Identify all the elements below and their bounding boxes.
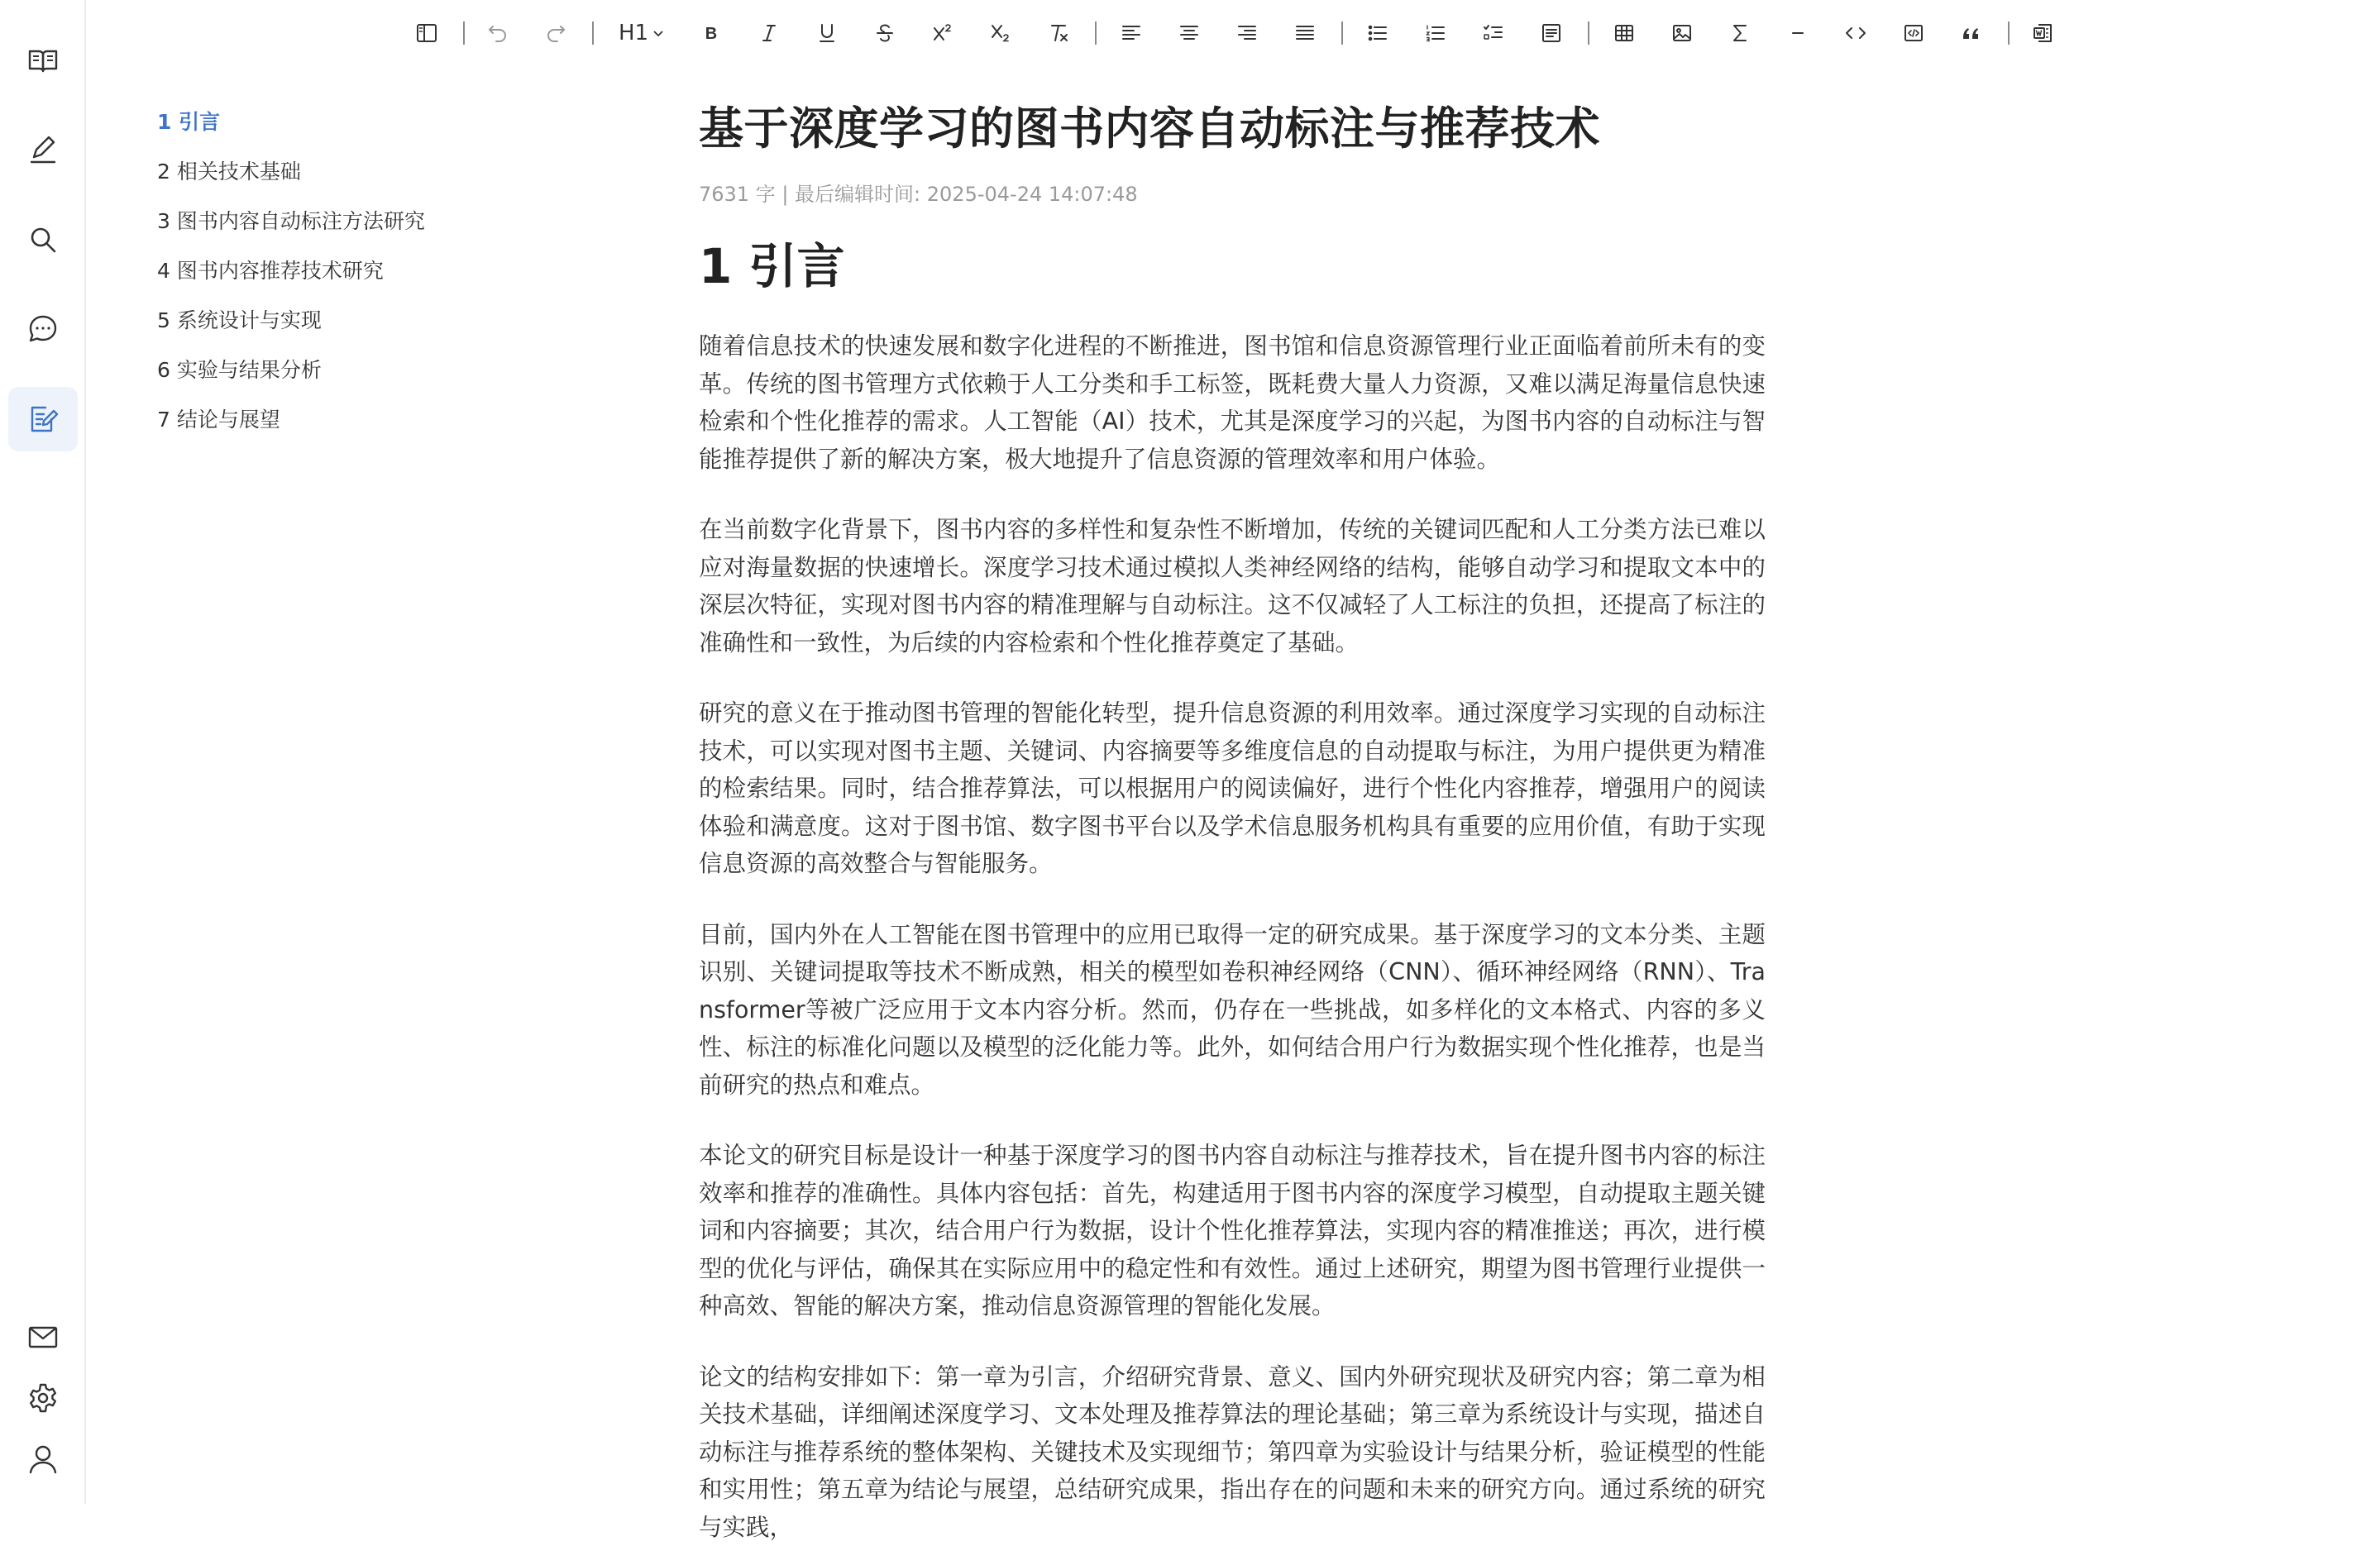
- block-icon: [1540, 21, 1563, 45]
- superscript-button[interactable]: [925, 15, 961, 51]
- mail-icon: [26, 1320, 60, 1353]
- quote-button[interactable]: [1953, 15, 1990, 51]
- strikethrough-icon: [873, 21, 896, 45]
- inline-code-icon: [1844, 21, 1867, 45]
- undo-icon: [486, 21, 509, 45]
- rail-account-button[interactable]: [8, 1427, 78, 1491]
- numbered-list-icon: [1424, 21, 1447, 45]
- align-center-icon: [1178, 21, 1201, 45]
- document-outline: [157, 98, 504, 445]
- chevron-down-icon: [652, 26, 665, 40]
- underline-icon: [815, 21, 839, 45]
- align-right-icon: [1235, 21, 1259, 45]
- bold-icon: [700, 21, 723, 45]
- align-justify-icon: [1293, 21, 1317, 45]
- outline-item-4[interactable]: 4 图书内容推荐技术研究: [157, 246, 504, 296]
- toolbar-separator: [592, 21, 594, 45]
- rail-chat-button[interactable]: [8, 297, 78, 361]
- export-word-icon: [2031, 21, 2054, 45]
- clear-format-button[interactable]: [1040, 15, 1077, 51]
- search-icon: [26, 223, 60, 256]
- rail-mail-button[interactable]: [8, 1305, 78, 1369]
- align-left-button[interactable]: [1113, 15, 1149, 51]
- align-center-button[interactable]: [1171, 15, 1207, 51]
- document-edit-icon: [26, 403, 60, 436]
- block-button[interactable]: [1533, 15, 1570, 51]
- section-heading[interactable]: 1 引言: [699, 233, 1766, 299]
- rail-search-button[interactable]: [8, 208, 78, 272]
- code-block-button[interactable]: [1895, 15, 1932, 51]
- toolbar-separator: [1095, 21, 1097, 45]
- subscript-icon: [989, 21, 1012, 45]
- bullet-list-button[interactable]: [1360, 15, 1396, 51]
- align-left-icon: [1120, 21, 1143, 45]
- pen-icon: [26, 133, 60, 166]
- outline-item-5[interactable]: 5 系统设计与实现: [157, 296, 504, 346]
- rail-settings-button[interactable]: [8, 1366, 78, 1430]
- left-icon-rail: [0, 0, 86, 1504]
- paragraph[interactable]: 论文的结构安排如下：第一章为引言，介绍研究背景、意义、国内外研究现状及研究内容；第二章为相关技术基础，详细阐述深度学习、文本处理及推荐算法的理论基础；第三章为系统设计与实现，描述自动标注与推荐系统的整体架构、关键技术及实现细节；第四章为实验设计与结果分析，验证模型的性能和实用性；第五章为结论与展望，总结研究成果，指出存在的问题和未来的研究方向。通过系统的研究与实践，: [699, 1358, 1766, 1546]
- insert-formula-button[interactable]: [1722, 15, 1758, 51]
- outline-item-7[interactable]: 7 结论与展望: [157, 395, 504, 445]
- outline-item-3[interactable]: 3 图书内容自动标注方法研究: [157, 197, 504, 246]
- bold-button[interactable]: [693, 15, 729, 51]
- chat-icon: [26, 313, 60, 346]
- align-justify-button[interactable]: [1287, 15, 1323, 51]
- quote-icon: [1960, 21, 1983, 45]
- paragraph[interactable]: 在当前数字化背景下，图书内容的多样性和复杂性不断增加，传统的关键词匹配和人工分类方法已难以应对海量数据的快速增长。深度学习技术通过模拟人类神经网络的结构，能够自动学习和提取文本中的深层次特征，实现对图书内容的精准理解与自动标注。这不仅减轻了人工标注的负担，还提高了标注的准确性和一致性，为后续的内容检索和个性化推荐奠定了基础。: [699, 511, 1766, 661]
- toolbar-separator: [1341, 21, 1343, 45]
- outline-item-1[interactable]: 1 引言: [157, 98, 504, 147]
- strikethrough-button[interactable]: [867, 15, 903, 51]
- paragraph[interactable]: 目前，国内外在人工智能在图书管理中的应用已取得一定的研究成果。基于深度学习的文本分类、主题识别、关键词提取等技术不断成熟，相关的模型如卷积神经网络（CNN）、循环神经网络（RNN）、Transformer等被广泛应用于文本内容分析。然而，仍存在一些挑战，如多样化的文本格式、内容的多义性、标注的标准化问题以及模型的泛化能力等。此外，如何结合用户行为数据实现个性化推荐，也是当前研究的热点和难点。: [699, 916, 1766, 1105]
- task-list-button[interactable]: [1475, 15, 1512, 51]
- outline-item-2[interactable]: 2 相关技术基础: [157, 147, 504, 197]
- italic-button[interactable]: [751, 15, 787, 51]
- rail-library-button[interactable]: [8, 28, 78, 93]
- paragraph[interactable]: 研究的意义在于推动图书管理的智能化转型，提升信息资源的利用效率。通过深度学习实现的自动标注技术，可以实现对图书主题、关键词、内容摘要等多维度信息的自动提取与标注，为用户提供更为精准的检索结果。同时，结合推荐算法，可以根据用户的阅读偏好，进行个性化内容推荐，增强用户的阅读体验和满意度。这对于图书馆、数字图书平台以及学术信息服务机构具有重要的应用价值，有助于实现信息资源的高效整合与智能服务。: [699, 694, 1766, 883]
- undo-button[interactable]: [480, 15, 516, 51]
- paragraph[interactable]: 随着信息技术的快速发展和数字化进程的不断推进，图书馆和信息资源管理行业正面临着前所未有的变革。传统的图书管理方式依赖于人工分类和手工标签，既耗费大量人力资源，又难以满足海量信息快速检索和个性化推荐的需求。人工智能（AI）技术，尤其是深度学习的兴起，为图书内容的自动标注与智能推荐提供了新的解决方案，极大地提升了信息资源的管理效率和用户体验。: [699, 327, 1766, 478]
- italic-icon: [757, 21, 781, 45]
- sidebar-toggle-icon: [415, 21, 438, 45]
- editor-toolbar: [86, 0, 2380, 66]
- rail-documents-button[interactable]: [8, 387, 78, 451]
- document-editor[interactable]: [699, 98, 1766, 1546]
- rail-write-button[interactable]: [8, 117, 78, 182]
- horizontal-rule-button[interactable]: [1780, 15, 1816, 51]
- outline-item-6[interactable]: 6 实验与结果分析: [157, 346, 504, 395]
- clear-format-icon: [1047, 21, 1070, 45]
- paragraph[interactable]: 本论文的研究目标是设计一种基于深度学习的图书内容自动标注与推荐技术，旨在提升图书内容的标注效率和推荐的准确性。具体内容包括：首先，构建适用于图书内容的深度学习模型，自动提取主题关键词和内容摘要；其次，结合用户行为数据，设计个性化推荐算法，实现内容的精准推送；再次，进行模型的优化与评估，确保其在实际应用中的稳定性和有效性。通过上述研究，期望为图书管理行业提供一种高效、智能的解决方案，推动信息资源管理的智能化发展。: [699, 1137, 1766, 1325]
- redo-icon: [544, 21, 567, 45]
- table-icon: [1613, 21, 1636, 45]
- heading-dropdown[interactable]: [615, 15, 668, 51]
- document-title[interactable]: 基于深度学习的图书内容自动标注与推荐技术: [699, 98, 1766, 160]
- numbered-list-button[interactable]: [1417, 15, 1454, 51]
- toolbar-separator: [463, 21, 465, 45]
- book-open-icon: [26, 44, 60, 77]
- toolbar-separator: [1588, 21, 1589, 45]
- heading-dropdown-label: H1: [619, 21, 648, 45]
- export-word-button[interactable]: [2024, 15, 2061, 51]
- document-meta: 7631 字 | 最后编辑时间: 2025-04-24 14:07:48: [699, 180, 1766, 208]
- gear-icon: [26, 1381, 60, 1415]
- inline-code-button[interactable]: [1838, 15, 1874, 51]
- insert-table-button[interactable]: [1606, 15, 1642, 51]
- align-right-button[interactable]: [1229, 15, 1265, 51]
- redo-button[interactable]: [538, 15, 574, 51]
- bullet-list-icon: [1366, 21, 1389, 45]
- insert-image-button[interactable]: [1664, 15, 1700, 51]
- subscript-button[interactable]: [982, 15, 1019, 51]
- task-list-icon: [1482, 21, 1505, 45]
- image-icon: [1670, 21, 1694, 45]
- horizontal-rule-icon: [1786, 21, 1809, 45]
- underline-button[interactable]: [809, 15, 845, 51]
- superscript-icon: [931, 21, 954, 45]
- user-icon: [26, 1443, 60, 1476]
- toggle-sidebar-button[interactable]: [409, 15, 445, 51]
- formula-icon: [1728, 21, 1752, 45]
- svg-text:B: B: [705, 25, 717, 43]
- code-block-icon: [1902, 21, 1925, 45]
- toolbar-separator: [2008, 21, 2010, 45]
